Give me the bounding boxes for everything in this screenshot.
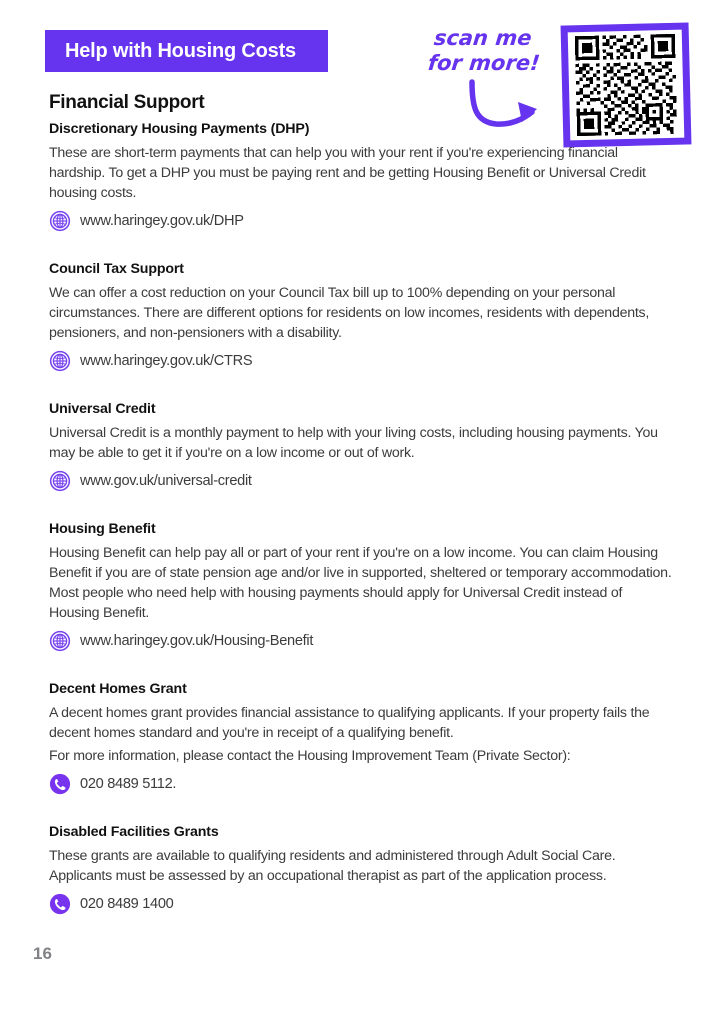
spacer bbox=[49, 511, 674, 520]
globe-icon bbox=[49, 630, 71, 652]
spacer bbox=[49, 391, 674, 400]
content-block-universal-credit bbox=[49, 400, 674, 493]
block-heading: Disabled Facilities Grants bbox=[49, 824, 219, 840]
website-link-row[interactable] bbox=[49, 629, 674, 653]
page-title: Help with Housing Costs bbox=[65, 39, 296, 62]
block-paragraph: We can offer a cost reduction on your Council Tax bill up to 100% depending on your personal circumstances. There are different options for residents on low incomes, residents with dependents, pensioners, and non-pensioners with a disability. bbox=[49, 285, 650, 341]
content-block-dhp bbox=[49, 120, 674, 233]
website-url[interactable]: www.haringey.gov.uk/CTRS bbox=[80, 353, 253, 369]
spacer bbox=[49, 671, 674, 680]
content-block-housing-benefit bbox=[49, 520, 674, 653]
main-content bbox=[49, 92, 674, 916]
website-url[interactable]: www.haringey.gov.uk/Housing-Benefit bbox=[80, 633, 314, 649]
block-paragraph: These grants are available to qualifying residents and administered through Adult Social Care. Applicants must be assessed by an occupational therapist as part of the application process. bbox=[49, 848, 616, 884]
website-url[interactable]: www.haringey.gov.uk/DHP bbox=[80, 213, 244, 229]
block-paragraph: A decent homes grant provides financial assistance to qualifying applicants. If your property fails the decent homes standard and you're in receipt of a qualifying benefit. bbox=[49, 705, 650, 741]
globe-icon bbox=[49, 350, 71, 372]
globe-icon bbox=[49, 210, 71, 232]
phone-number[interactable]: 020 8489 1400 bbox=[80, 896, 174, 912]
content-block-decent-homes-grant bbox=[49, 680, 674, 796]
scan-callout-line-2: for more! bbox=[426, 51, 542, 75]
block-paragraph: For more information, please contact the Housing Improvement Team (Private Sector): bbox=[49, 748, 571, 764]
section-title: Financial Support bbox=[49, 92, 205, 113]
spacer bbox=[49, 251, 674, 260]
content-block-disabled-facilities-grants bbox=[49, 823, 674, 916]
globe-icon bbox=[49, 470, 71, 492]
phone-row[interactable] bbox=[49, 892, 674, 916]
scan-callout-line-1: scan me bbox=[432, 26, 533, 50]
page-title-banner bbox=[45, 30, 328, 72]
block-heading: Decent Homes Grant bbox=[49, 681, 187, 697]
block-heading: Universal Credit bbox=[49, 401, 156, 417]
phone-row[interactable] bbox=[49, 772, 674, 796]
block-paragraph: Universal Credit is a monthly payment to help with your living costs, including housing payments. You may be able to get it if you're on a low income or out of work. bbox=[49, 425, 658, 461]
phone-icon bbox=[49, 773, 71, 795]
website-link-row[interactable] bbox=[49, 469, 674, 493]
block-heading: Housing Benefit bbox=[49, 521, 156, 537]
website-url[interactable]: www.gov.uk/universal-credit bbox=[80, 473, 252, 489]
phone-number[interactable]: 020 8489 5112. bbox=[80, 776, 177, 792]
page-number: 16 bbox=[33, 944, 52, 963]
block-paragraph: These are short-term payments that can help you with your rent if you're experiencing financial hardship. To get a DHP you must be paying rent and be getting Housing Benefit or Universal Credit housing costs. bbox=[49, 145, 646, 201]
website-link-row[interactable] bbox=[49, 209, 674, 233]
phone-icon bbox=[49, 893, 71, 915]
block-heading: Discretionary Housing Payments (DHP) bbox=[49, 121, 310, 137]
website-link-row[interactable] bbox=[49, 349, 674, 373]
block-heading: Council Tax Support bbox=[49, 261, 184, 277]
block-paragraph: Housing Benefit can help pay all or part of your rent if you're on a low income. You can claim Housing Benefit if you are of state pension age and/or live in supported, sheltered or temporary accommodation. Most people who need help with housing payments should apply for Universal Credit instead of Housing Benefit. bbox=[49, 545, 672, 621]
content-block-council-tax-support bbox=[49, 260, 674, 373]
spacer bbox=[49, 814, 674, 823]
